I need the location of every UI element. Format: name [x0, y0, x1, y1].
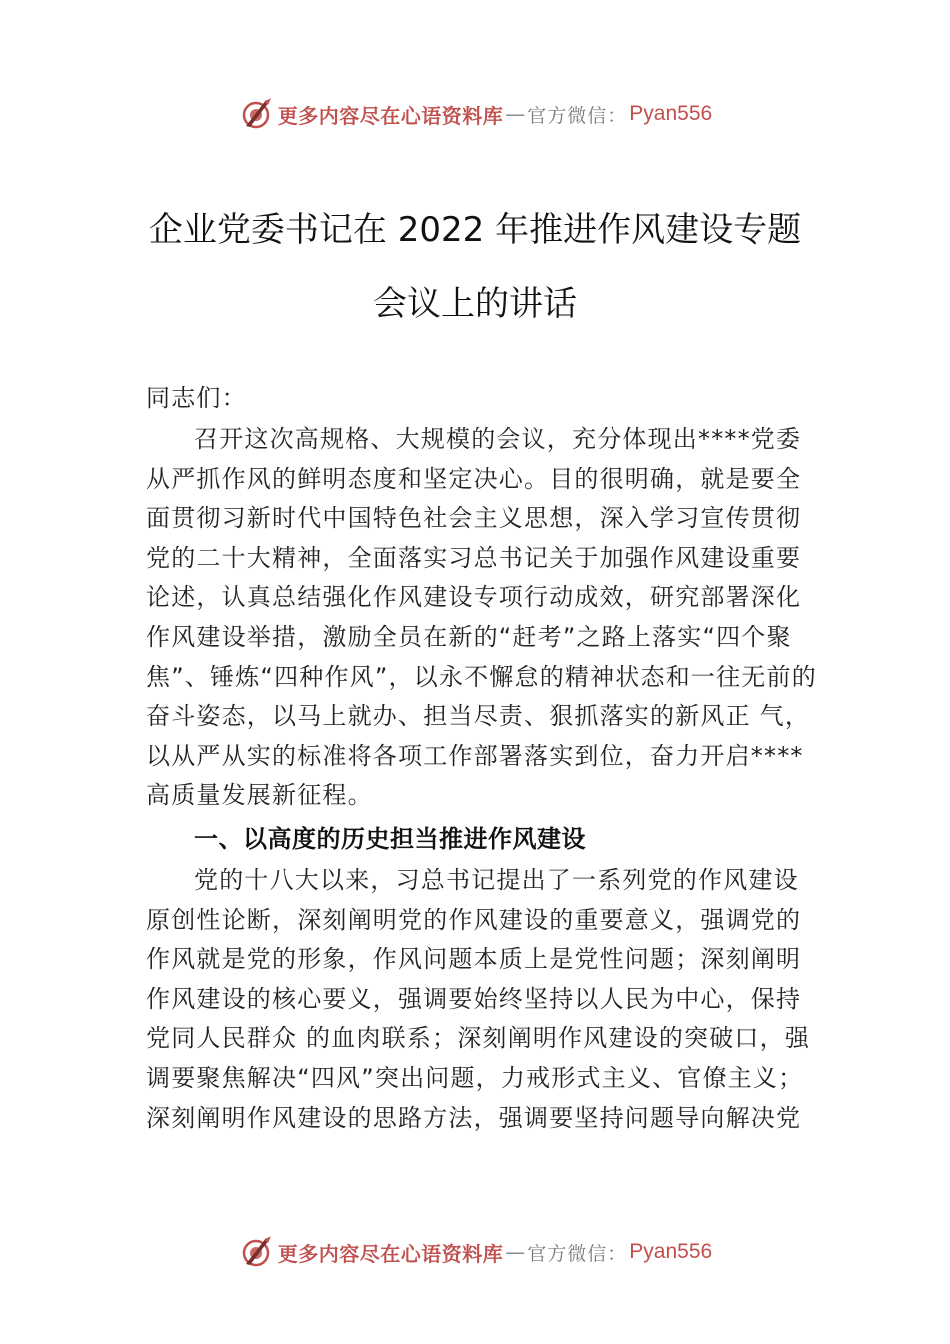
paragraph-section-1-text: 党的十八大以来，习总书记提出了一系列党的作风建设原创性论断，深刻阐明党的作风建设的重要意义，强调党的作风就是党的形象，作风问题本质上是党性问题；深刻阐明作风建设的核心要义，强调要始终坚持以人民为中心，保持党同人民群众 的血肉联系；深刻阐明作风建设的突破口，强调要聚焦解决“四风”突出问题，力戒形式主义、官僚主义；深刻阐明作风建设的思路方法，强调要坚持问题导向解决党: [146, 866, 811, 1132]
watermark-label: 官方微信：: [527, 1242, 628, 1265]
watermark-label: 官方微信：: [527, 104, 628, 127]
quill-seal-icon: [238, 1234, 274, 1270]
document-title-line1: 企业党委书记在 2022 年推进作风建设专题: [148, 210, 802, 250]
watermark-banner-bottom: [0, 1232, 950, 1272]
paragraph-intro-text: 召开这次高规格、大规模的会议，充分体现出****党委从严抓作风的鲜明态度和坚定决心。目的很明确，就是要全面贯彻习新时代中国特色社会主义思想，深入学习宣传贯彻党的二十大精神，全面落实习总书记关于加强作风建设重要论述，认真总结强化作风建设专项行动成效，研究部署深化作风建设举措，激励全员在新的“赶考”之路上落实“四个聚焦”、锤炼“四种作风”，以永不懈怠的精神状态和一往无前的奋斗姿态，以马上就办、担当尽责、狠抓落实的新风正 气，以从严从实的标准将各项工作部署落实到位，奋力开启****高质量发展新征程。: [146, 425, 817, 810]
watermark-separator: —: [505, 102, 526, 126]
section-heading-1: 一、以高度的历史担当推进作风建设: [194, 825, 586, 853]
paragraph-intro: [146, 420, 818, 816]
watermark-brand-text: 更多内容尽在心语资料库: [277, 1241, 504, 1266]
quill-seal-icon: [238, 96, 274, 132]
watermark-separator: —: [505, 1240, 526, 1264]
salutation: 同志们：: [146, 384, 247, 412]
paragraph-section-1: [146, 861, 818, 1138]
watermark-wechat-id: Pyan556: [629, 1240, 713, 1263]
watermark-brand-text: 更多内容尽在心语资料库: [277, 103, 504, 128]
watermark-wechat-id: Pyan556: [629, 102, 713, 125]
watermark-banner-top: [0, 94, 950, 134]
document-title-line2: 会议上的讲话: [373, 284, 577, 324]
